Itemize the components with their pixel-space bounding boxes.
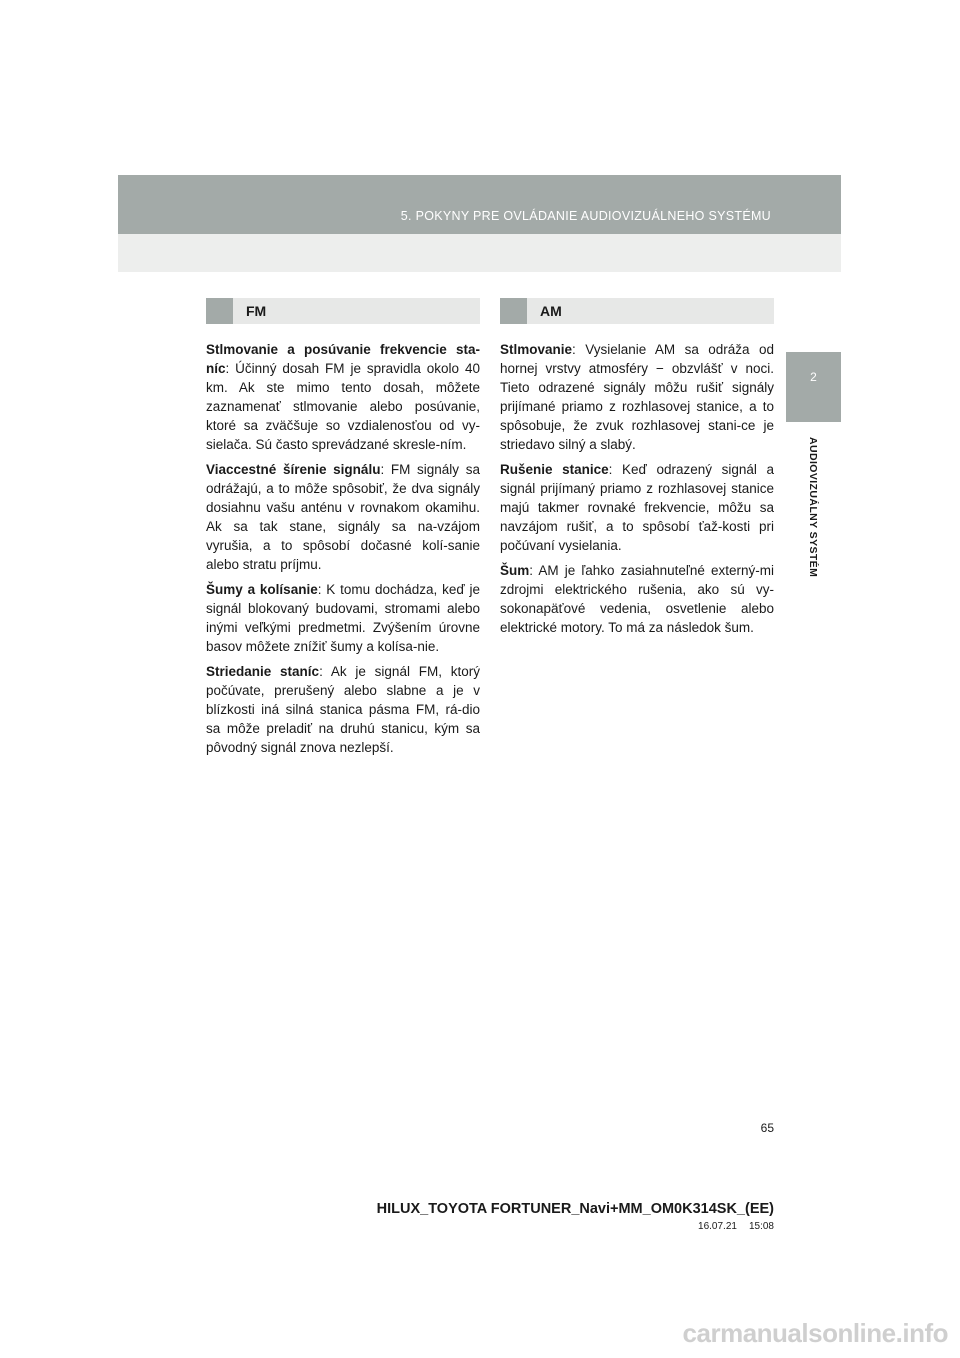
- document-code: HILUX_TOYOTA FORTUNER_Navi+MM_OM0K314SK_(EE): [376, 1201, 774, 1217]
- fm-section-header: [206, 298, 480, 324]
- paragraph-text: : K tomu dochádza, keď je signál blokovaný budovami, stromami alebo inými veľkými predmetmi. Zvýšením úrovne basov môžete znížiť šumy a kolísa-nie.: [206, 582, 480, 654]
- chapter-tab: [786, 352, 841, 422]
- document-timestamp: [698, 1221, 774, 1232]
- fm-paragraph: [206, 460, 480, 574]
- am-section-title: AM: [540, 303, 562, 319]
- paragraph-term: Šumy a kolísanie: [206, 582, 318, 597]
- header-band: [118, 175, 841, 234]
- paragraph-text: : Účinný dosah FM je spravidla okolo 40 km. Ak ste mimo tento dosah, môžete zaznamenať stlmovanie alebo posúvanie, ktoré sa zväčšuje so vzdialenosťou od vy-sielača. Sú často sprevádzané skresle-ním.: [206, 361, 480, 452]
- fm-paragraph: [206, 580, 480, 656]
- document-date: 16.07.21: [698, 1221, 737, 1232]
- header-sub-band: [118, 234, 841, 272]
- am-paragraph: [500, 460, 774, 555]
- section-marker: [500, 298, 527, 324]
- paragraph-term: Viaccestné šírenie signálu: [206, 462, 381, 477]
- paragraph-text: : Vysielanie AM sa odráža od hornej vrstvy atmosféry − obzvlášť v noci. Tieto odrazené signály môžu rušiť signály prijímané priamo z rozhlasovej stanice, a to spôsobuje, že zvuk rozhlasovej stani-ce je striedavo silný a slabý.: [500, 342, 774, 452]
- fm-paragraph: [206, 340, 480, 454]
- paragraph-term: Šum: [500, 563, 530, 578]
- paragraph-term: Rušenie stanice: [500, 462, 609, 477]
- am-paragraph: [500, 561, 774, 637]
- section-marker: [206, 298, 233, 324]
- am-section: [500, 298, 774, 643]
- fm-section: [206, 298, 480, 763]
- watermark: carmanualsonline.info: [682, 1318, 948, 1348]
- paragraph-term: Stlmovanie: [500, 342, 573, 357]
- document-time: 15:08: [748, 1221, 774, 1232]
- am-paragraph: [500, 340, 774, 454]
- paragraph-text: : FM signály sa odrážajú, a to môže spôsobiť, že dva signály dosiahnu vašu anténu v rovnakom okamihu. Ak sa tak stane, signály sa na-vzájom vyrušia, a to spôsobí dočasné kolí-sanie alebo stratu príjmu.: [206, 462, 480, 572]
- paragraph-text: : Keď odrazený signál a signál prijímaný priamo z rozhlasovej stanice majú takmer rovnaké frekvencie, môžu sa navzájom rušiť, a to spôsobí ťaž-kosti pri počúvaní vysielania.: [500, 462, 774, 553]
- paragraph-text: : AM je ľahko zasiahnuteľné externý-mi zdrojmi elektrického rušenia, ako sú vy-sokonapäťové vedenia, osvetlenie alebo elektrické motory. To má za následok šum.: [500, 563, 774, 635]
- chapter-title: 5. POKYNY PRE OVLÁDANIE AUDIOVIZUÁLNEHO SYSTÉMU: [400, 209, 771, 223]
- page-number: 65: [760, 1121, 774, 1135]
- am-section-header: [500, 298, 774, 324]
- paragraph-text: : Ak je signál FM, ktorý počúvate, prerušený alebo slabne a je v blízkosti iná silná stanica pásma FM, rá-dio sa môže preladiť na druhú stanicu, kým sa pôvodný signál znova nezlepší.: [206, 664, 480, 755]
- chapter-number: 2: [810, 370, 817, 384]
- paragraph-term: Striedanie staníc: [206, 664, 320, 679]
- fm-section-title: FM: [246, 303, 267, 319]
- chapter-side-label-text: AUDIOVIZUÁLNY SYSTÉM: [807, 437, 819, 578]
- fm-paragraph: [206, 662, 480, 757]
- paragraph-term: Stlmovanie a posúvanie frekvencie sta-níc: [206, 342, 480, 376]
